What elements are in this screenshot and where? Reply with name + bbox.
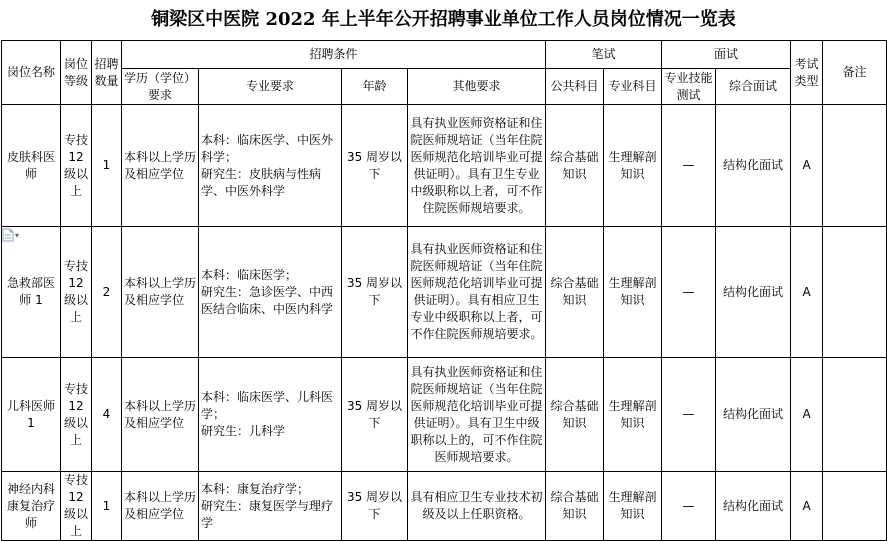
- cell-age: 35 周岁以下: [342, 105, 408, 227]
- table-row: [2, 227, 887, 358]
- cell-exam-type: A: [791, 358, 823, 472]
- header-major: 专业要求: [199, 69, 342, 105]
- cell-grade: 专技12级以上: [61, 472, 92, 541]
- header-other: 其他要求: [408, 69, 546, 105]
- header-recruit-count: 招聘数量: [92, 41, 122, 105]
- header-professional-subject: 专业科目: [604, 69, 662, 105]
- cell-skill-test: —: [662, 227, 716, 358]
- cell-position-name: 皮肤科医师: [2, 105, 61, 227]
- cell-public-subject: 综合基础知识: [546, 472, 604, 541]
- cell-remark: [823, 227, 887, 358]
- header-position-grade: 岗位等级: [61, 41, 92, 105]
- header-position-name: 岗位名称: [2, 41, 61, 105]
- cell-grade: 专技12级以上: [61, 358, 92, 472]
- cell-exam-type: A: [791, 227, 823, 358]
- cell-professional-subject: 生理解剖知识: [604, 227, 662, 358]
- cell-age: 35 周岁以下: [342, 472, 408, 541]
- cell-remark: [823, 472, 887, 541]
- cell-age: 35 周岁以下: [342, 227, 408, 358]
- cell-other: 具有执业医师资格证和住院医师规培证（当年住院医师规范化培训毕业可提供证明）。具有卫生专业中级职称以上者，可不作住院医师规培要求。: [408, 105, 546, 227]
- table-row: [2, 472, 887, 541]
- cell-public-subject: 综合基础知识: [546, 105, 604, 227]
- document-icon[interactable]: [2, 228, 14, 242]
- page-title: 铜梁区中医院 2022 年上半年公开招聘事业单位工作人员岗位情况一览表: [151, 9, 736, 30]
- cell-education: 本科以上学历及相应学位: [122, 227, 199, 358]
- header-written: 笔试: [546, 41, 662, 69]
- cell-public-subject: 综合基础知识: [546, 358, 604, 472]
- header-comprehensive-interview: 综合面试: [716, 69, 791, 105]
- cell-other: 具有执业医师资格证和住院医师规培证（当年住院医师规范化培训毕业可提供证明）。具有相应卫生专业中级职称以上者，可不作住院医师规培要求。: [408, 227, 546, 358]
- cell-interview: 结构化面试: [716, 105, 791, 227]
- cell-position-name: 急救部医师 1: [2, 227, 61, 358]
- header-education: 学历（学位）要求: [122, 69, 199, 105]
- cell-exam-type: A: [791, 472, 823, 541]
- header-exam-type: 考试类型: [791, 41, 823, 105]
- cell-remark: [823, 358, 887, 472]
- table-row: [2, 358, 887, 472]
- cell-count: 1: [92, 105, 122, 227]
- cell-remark: [823, 105, 887, 227]
- cell-other: 具有执业医师资格证和住院医师规培证（当年住院医师规范化培训毕业可提供证明）。具有卫生中级职称以上的，可不作住院医师规培要求。: [408, 358, 546, 472]
- cell-professional-subject: 生理解剖知识: [604, 472, 662, 541]
- cell-professional-subject: 生理解剖知识: [604, 358, 662, 472]
- cell-count: 2: [92, 227, 122, 358]
- header-remarks: 备注: [823, 41, 887, 105]
- cell-education: 本科以上学历及相应学位: [122, 105, 199, 227]
- cell-age: 35 周岁以下: [342, 358, 408, 472]
- table-row: [2, 105, 887, 227]
- recruitment-table: [1, 40, 887, 541]
- cell-position-name: 神经内科康复治疗师: [2, 472, 61, 541]
- cell-public-subject: 综合基础知识: [546, 227, 604, 358]
- cell-professional-subject: 生理解剖知识: [604, 105, 662, 227]
- cell-interview: 结构化面试: [716, 472, 791, 541]
- header-interview: 面试: [662, 41, 791, 69]
- cell-exam-type: A: [791, 105, 823, 227]
- header-public-subject: 公共科目: [546, 69, 604, 105]
- cell-major: 本科：临床医学； 研究生：急诊医学、中西医结合临床、中医内科学: [199, 227, 342, 358]
- dropdown-arrow-icon[interactable]: ▾: [15, 231, 20, 240]
- cell-grade: 专技12级以上: [61, 227, 92, 358]
- cell-interview: 结构化面试: [716, 227, 791, 358]
- cell-major: 本科：临床医学、中医外科学； 研究生：皮肤病与性病学、中医外科学: [199, 105, 342, 227]
- cell-skill-test: —: [662, 472, 716, 541]
- cell-major: 本科：康复治疗学； 研究生：康复医学与理疗学: [199, 472, 342, 541]
- header-conditions: 招聘条件: [122, 41, 546, 69]
- cell-grade: 专技12级以上: [61, 105, 92, 227]
- cell-other: 具有相应卫生专业技术初级及以上任职资格。: [408, 472, 546, 541]
- cell-skill-test: —: [662, 358, 716, 472]
- header-age: 年龄: [342, 69, 408, 105]
- cell-interview: 结构化面试: [716, 358, 791, 472]
- header-skill-test: 专业技能测试: [662, 69, 716, 105]
- cell-education: 本科以上学历及相应学位: [122, 472, 199, 541]
- cell-count: 1: [92, 472, 122, 541]
- cell-education: 本科以上学历及相应学位: [122, 358, 199, 472]
- cell-position-name: 儿科医师 1: [2, 358, 61, 472]
- cell-count: 4: [92, 358, 122, 472]
- cell-major: 本科：临床医学、儿科医学； 研究生：儿科学: [199, 358, 342, 472]
- cell-skill-test: —: [662, 105, 716, 227]
